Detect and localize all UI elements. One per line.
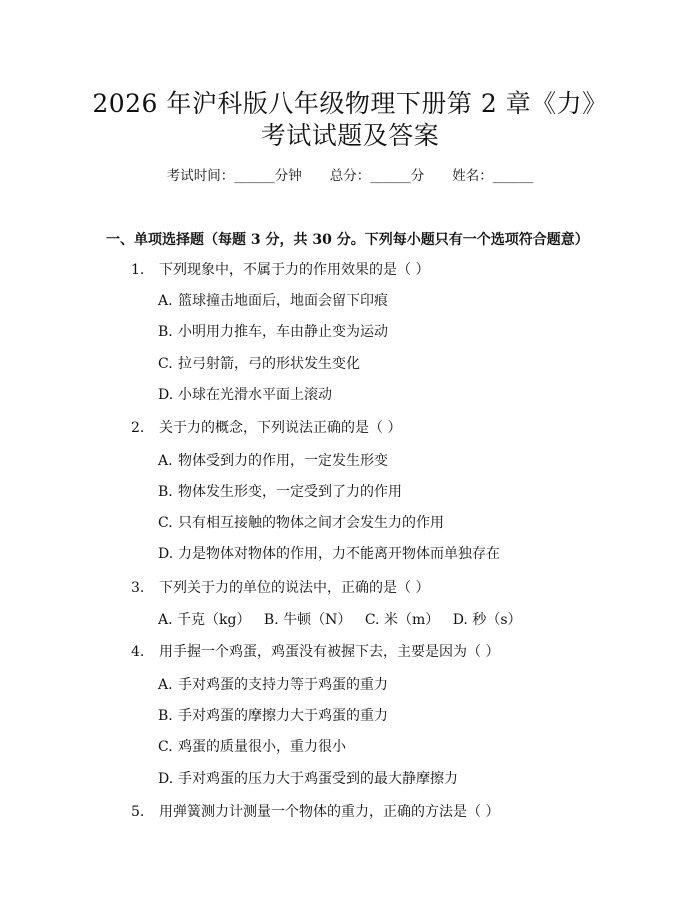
- option-key: D.: [158, 546, 174, 562]
- option-key: A.: [158, 453, 173, 469]
- option-text: 小明用力推车，车由静止变为运动: [178, 324, 388, 340]
- question-text: 下列关于力的单位的说法中，正确的是（ ）: [159, 580, 430, 596]
- option-key: B.: [263, 612, 279, 628]
- question-text: 用弹簧测力计测量一个物体的重力，正确的方法是（ ）: [159, 804, 500, 820]
- option-key: C.: [158, 356, 173, 372]
- q1-option-b: [158, 322, 388, 342]
- question-number: 2.: [131, 420, 145, 436]
- option-text: 小球在光滑水平面上滚动: [178, 387, 332, 403]
- option-text: 拉弓射箭，弓的形状发生变化: [178, 356, 360, 372]
- meta-name-blank: ______: [492, 168, 534, 184]
- question-text: 用手握一个鸡蛋，鸡蛋没有被握下去，主要是因为（ ）: [159, 644, 500, 660]
- document-title-line1: 2026 年沪科版八年级物理下册第 2 章《力》: [92, 89, 608, 118]
- option-key: C.: [158, 515, 173, 531]
- q4-option-d: [158, 769, 458, 789]
- option-key: D.: [158, 387, 174, 403]
- option-text: 只有相互接触的物体之间才会发生力的作用: [178, 515, 444, 531]
- meta-exam-time-label: 考试时间：: [166, 168, 235, 184]
- q1-option-a: [158, 291, 388, 311]
- question-number: 1.: [131, 262, 145, 278]
- question-4: [131, 642, 499, 662]
- option-text: 牛顿（N）: [283, 612, 352, 628]
- q3-option-d: [453, 612, 522, 628]
- q4-option-a: [158, 675, 388, 695]
- option-text: 秒（s）: [472, 612, 522, 628]
- option-key: D.: [158, 771, 174, 787]
- meta-exam-time-blank: ______: [234, 168, 275, 184]
- option-key: D.: [452, 612, 468, 628]
- meta-name-label: 姓名：: [452, 168, 493, 184]
- q2-option-d: [158, 544, 500, 564]
- q4-option-b: [158, 706, 388, 726]
- option-text: 篮球撞击地面后，地面会留下印痕: [178, 293, 388, 309]
- q1-option-c: [158, 354, 360, 374]
- option-key: B.: [158, 708, 173, 724]
- q3-option-c: [365, 612, 439, 628]
- option-text: 物体发生形变，一定受到了力的作用: [178, 484, 402, 500]
- q3-options-row: [158, 610, 531, 630]
- q1-option-d: [158, 385, 332, 405]
- question-text: 关于力的概念，下列说法正确的是（ ）: [159, 420, 402, 436]
- exam-meta-row: [0, 166, 700, 186]
- option-text: 鸡蛋的质量很小，重力很小: [178, 739, 346, 755]
- question-3: [131, 578, 429, 598]
- question-5: [131, 802, 499, 822]
- question-1: [131, 260, 429, 280]
- option-text: 手对鸡蛋的摩擦力大于鸡蛋的重力: [178, 708, 388, 724]
- option-text: 力是物体对物体的作用，力不能离开物体而单独存在: [178, 546, 500, 562]
- option-text: 手对鸡蛋的压力大于鸡蛋受到的最大静摩擦力: [178, 771, 458, 787]
- meta-total-score-suffix: 分: [410, 168, 425, 184]
- q2-option-b: [158, 482, 402, 502]
- q3-option-b: [264, 612, 351, 628]
- section-heading: 一、单项选择题（每题 3 分，共 30 分。下列每小题只有一个选项符合题意）: [106, 232, 589, 248]
- option-key: B.: [158, 324, 173, 340]
- question-number: 4.: [131, 644, 145, 660]
- meta-total-score: [330, 166, 425, 186]
- option-key: C.: [158, 739, 173, 755]
- option-key: B.: [158, 484, 173, 500]
- question-number: 3.: [131, 580, 145, 596]
- option-key: A.: [158, 612, 173, 628]
- question-text: 下列现象中，不属于力的作用效果的是（ ）: [159, 262, 430, 278]
- meta-total-score-blank: ______: [370, 168, 411, 184]
- question-2: [131, 418, 401, 438]
- meta-exam-time: [167, 166, 302, 186]
- q4-option-c: [158, 737, 346, 757]
- meta-exam-time-suffix: 分钟: [274, 168, 302, 184]
- option-text: 物体受到力的作用，一定发生形变: [178, 453, 388, 469]
- q2-option-c: [158, 513, 444, 533]
- q2-option-a: [158, 451, 388, 471]
- option-text: 手对鸡蛋的支持力等于鸡蛋的重力: [178, 677, 388, 693]
- meta-name: [452, 166, 533, 186]
- option-key: A.: [158, 677, 173, 693]
- option-key: A.: [158, 293, 173, 309]
- option-text: 千克（kg）: [177, 612, 251, 628]
- option-text: 米（m）: [383, 612, 440, 628]
- option-key: C.: [364, 612, 380, 628]
- q3-option-a: [158, 612, 250, 628]
- meta-total-score-label: 总分：: [329, 168, 371, 184]
- document-title-line2: 考试试题及答案: [260, 121, 440, 150]
- question-number: 5.: [131, 804, 145, 820]
